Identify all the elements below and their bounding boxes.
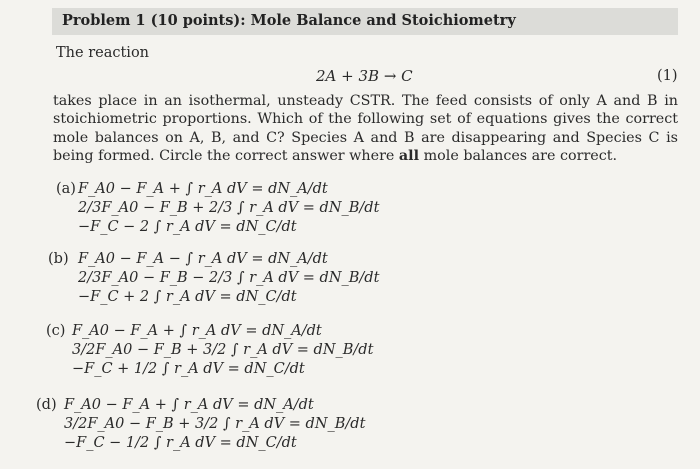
option-label: (c) (46, 323, 66, 339)
equation-line: 3/2F_A0 − F_B + 3/2 ∫ r_A dV = dN_B/dt (64, 416, 366, 432)
statement-emphasis: all (398, 148, 420, 165)
statement-text: takes place in an isothermal, unsteady CSTR. The feed consists of only A and B in stoichiometric proportions. Which of the following set of equations gives the correct mole balances on A, B, and C? Species A and B are disappearing and Species C is being formed. Circle the correct answer where (53, 93, 678, 165)
equation-line: 2/3F_A0 − F_B − 2/3 ∫ r_A dV = dN_B/dt (78, 270, 380, 286)
intro-text: The reaction (56, 45, 150, 61)
problem-title: Problem 1 (10 points): Mole Balance and Stoichiometry (62, 12, 516, 29)
option-equations (72, 322, 373, 379)
option-equations (78, 180, 379, 237)
equation-number: (1) (657, 68, 678, 84)
equation-line: −F_C − 2 ∫ r_A dV = dN_C/dt (78, 219, 297, 235)
equation-line: 2/3F_A0 − F_B + 2/3 ∫ r_A dV = dN_B/dt (78, 200, 380, 216)
equation-line: F_A0 − F_A + ∫ r_A dV = dN_A/dt (64, 397, 314, 413)
equation-line: −F_C − 1/2 ∫ r_A dV = dN_C/dt (64, 435, 297, 451)
equation-line: F_A0 − F_A + ∫ r_A dV = dN_A/dt (78, 181, 328, 197)
statement-text-end: mole balances are correct. (419, 148, 618, 165)
option-equations (64, 396, 365, 453)
option-equations (78, 250, 379, 307)
equation-line: 3/2F_A0 − F_B + 3/2 ∫ r_A dV = dN_B/dt (72, 342, 374, 358)
option-label: (a) (56, 181, 76, 197)
equation-line: −F_C + 2 ∫ r_A dV = dN_C/dt (78, 289, 297, 305)
option-label: (d) (36, 397, 57, 413)
option-label: (b) (48, 251, 69, 267)
problem-statement (53, 92, 678, 166)
equation-line: F_A0 − F_A − ∫ r_A dV = dN_A/dt (78, 251, 328, 267)
equation-line: F_A0 − F_A + ∫ r_A dV = dN_A/dt (72, 323, 322, 339)
problem-header (52, 8, 678, 35)
equation-line: −F_C + 1/2 ∫ r_A dV = dN_C/dt (72, 361, 305, 377)
reaction-equation: 2A + 3B → C (316, 67, 413, 85)
